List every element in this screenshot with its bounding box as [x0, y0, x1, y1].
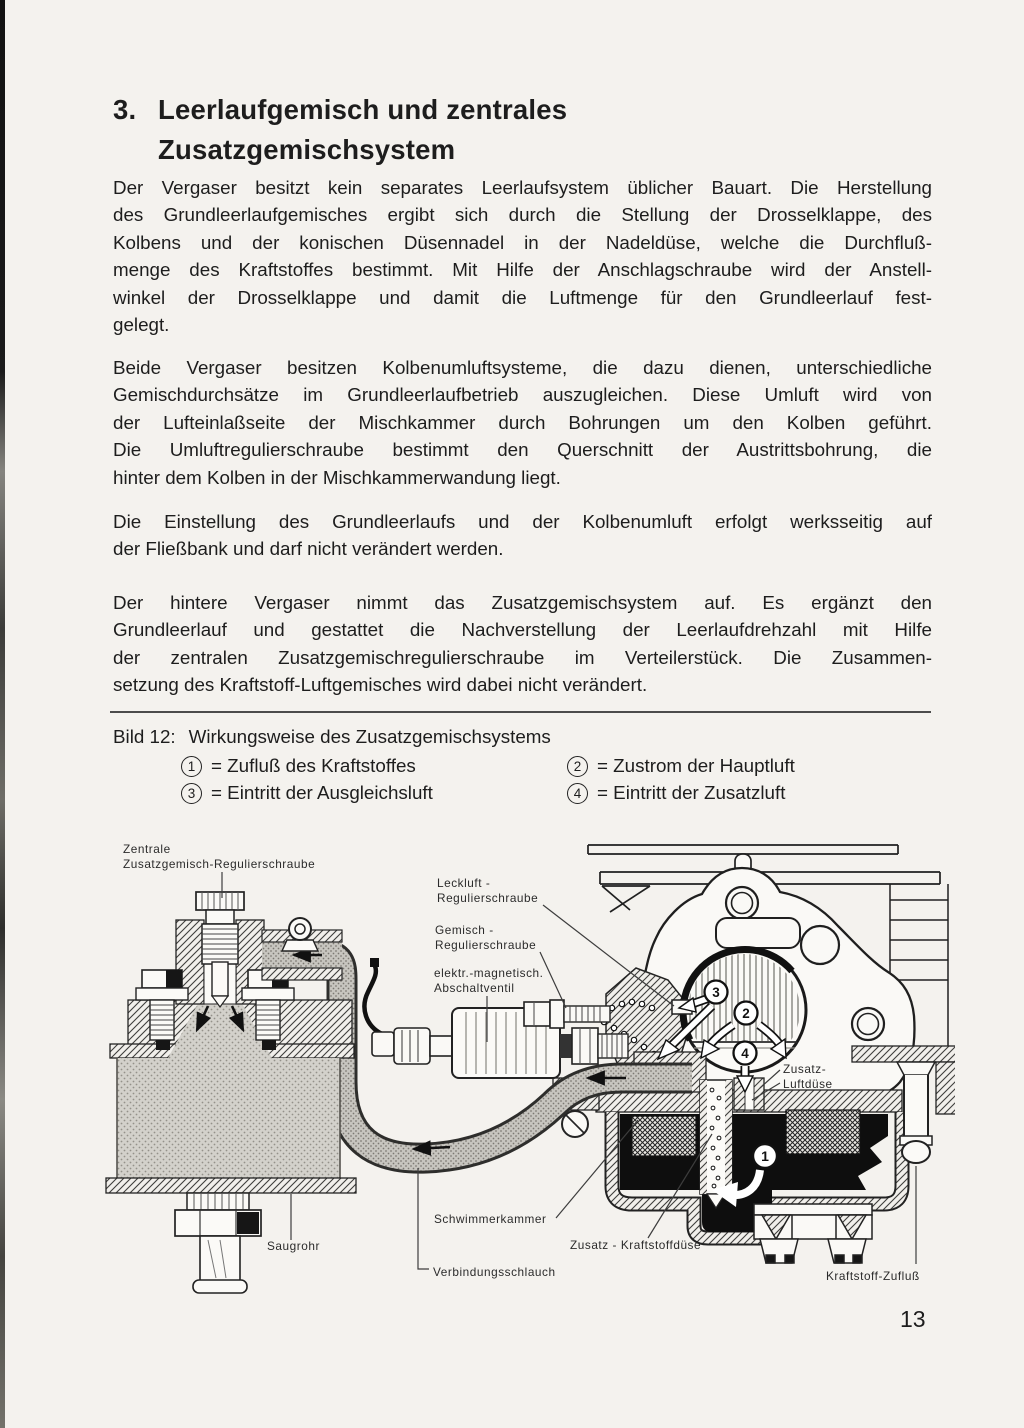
figure-caption-label: Bild 12:	[113, 726, 176, 747]
text-line: des Grundleerlaufgemisches ergibt sich durch die Stellung der Drosselklappe, des	[113, 204, 932, 226]
svg-text:1: 1	[761, 1148, 769, 1164]
legend-number-1: 1	[181, 756, 202, 777]
text-line: hinter dem Kolben in der Mischkammerwandung liegt.	[113, 466, 561, 488]
legend-number-3: 3	[181, 783, 202, 804]
svg-text:4: 4	[741, 1046, 749, 1061]
page-number: 13	[900, 1306, 926, 1332]
paragraph	[113, 174, 932, 338]
text-line: der Fließbank und darf nicht verändert werden.	[113, 538, 504, 560]
manifold-fitting	[175, 1193, 261, 1293]
svg-text:Luftdüse: Luftdüse	[783, 1077, 833, 1091]
heading-title-line2: Zusatzgemischsystem	[158, 134, 456, 165]
chamber-bottom-plug	[754, 1204, 872, 1263]
legend-text-2: = Zustrom der Hauptluft	[597, 755, 795, 776]
legend-number-2: 2	[567, 756, 588, 777]
legend-item-2	[567, 754, 795, 778]
text-line: gelegt.	[113, 314, 170, 336]
text-line: menge des Kraftstoffes bestimmt. Mit Hilfe der Anschlagschraube wird der Anstell-	[113, 259, 932, 281]
paragraph	[113, 589, 932, 699]
paragraph	[113, 354, 932, 491]
label-gemisch: Gemisch -	[435, 923, 494, 937]
figure-caption-text: Wirkungsweise des Zusatzgemischsystems	[188, 726, 551, 747]
text-line: Beide Vergaser besitzen Kolbenumluftsysteme, die dazu dienen, unterschiedliche	[113, 357, 932, 378]
text-line: winkel der Drosselklappe und damit die Luftmenge für den Grundleerlauf fest-	[113, 286, 932, 308]
callout-circle-1	[753, 1144, 777, 1168]
wire-terminal	[372, 1032, 394, 1056]
text-line: Die Umluftregulierschraube bestimmt den Querschnitt der Austrittsbohrung, die	[113, 439, 932, 461]
svg-text:Regulierschraube: Regulierschraube	[435, 938, 537, 952]
svg-text:Abschaltventil: Abschaltventil	[434, 981, 515, 995]
label-verbindungsschlauch: Verbindungsschlauch	[433, 1265, 556, 1279]
distributor-assembly	[106, 892, 356, 1293]
paragraph	[113, 508, 932, 563]
label-zentrale: Zentrale	[123, 842, 171, 856]
heading-title-line1: Leerlaufgemisch und zentrales	[158, 94, 568, 125]
legend-item-3	[181, 781, 433, 805]
text-line: Der hintere Vergaser nimmt das Zusatzgemischsystem auf. Es ergänzt den	[113, 592, 932, 613]
callout-circle-4	[734, 1042, 757, 1065]
flange-slot	[716, 918, 800, 948]
svg-text:Zusatzgemisch-Regulierschraube: Zusatzgemisch-Regulierschraube	[123, 857, 316, 871]
heading-line1	[113, 90, 567, 130]
text-line: der zentralen Zusatzgemischregulierschraube im Verteilerstück. Die Zusammen-	[113, 646, 932, 668]
float-section	[786, 1110, 860, 1154]
legend-item-4	[567, 781, 785, 805]
mixture-screw	[524, 1000, 610, 1028]
svg-text:3: 3	[712, 985, 720, 1000]
text-line: Grundleerlauf und gestattet die Nachverstellung der Leerlaufdrehzahl mit Hilfe	[113, 619, 932, 641]
text-line: setzung des Kraftstoff-Luftgemisches wird dabei nicht verändert.	[113, 674, 648, 696]
section-number: 3.	[113, 94, 137, 125]
label-kraftstoffduese: Zusatz - Kraftstoffdüse	[570, 1238, 702, 1252]
text-line: Gemischdurchsätze im Grundleerlaufbetrieb auszugleichen. Diese Umluft wird von	[113, 384, 932, 406]
valve-wire	[364, 966, 382, 1034]
text-line: Kolbens und der konischen Düsennadel in der Nadeldüse, welche die Durchfluß-	[113, 231, 932, 253]
text-line: der Lufteinlaßseite der Mischkammer durch Bohrungen um den Kolben geführt.	[113, 411, 932, 433]
text-line: Die Einstellung des Grundleerlaufs und der Kolbenumluft erfolgt werksseitig auf	[113, 511, 932, 532]
legend-number-4: 4	[567, 783, 588, 804]
label-leckluft: Leckluft -	[437, 876, 491, 890]
legend-item-1	[181, 754, 416, 778]
callout-circle-2	[735, 1002, 758, 1025]
label-kraftstoff-zufluss: Kraftstoff-Zufluß	[826, 1269, 920, 1283]
section-heading	[113, 90, 567, 170]
text-line: Der Vergaser besitzt kein separates Leerlaufsystem üblicher Bauart. Die Herstellung	[113, 177, 932, 198]
legend-text-3: = Eintritt der Ausgleichsluft	[211, 782, 433, 803]
label-schwimmerkammer: Schwimmerkammer	[434, 1212, 547, 1226]
legend-text-1: = Zufluß des Kraftstoffes	[211, 755, 416, 776]
label-luftduese: Zusatz-	[783, 1062, 827, 1076]
label-ventil: elektr.-magnetisch.	[434, 966, 544, 980]
svg-text:2: 2	[742, 1006, 750, 1021]
float-section	[632, 1116, 696, 1156]
carburetor-diagram	[95, 833, 955, 1303]
section-divider	[110, 711, 931, 713]
callout-circle-3	[705, 981, 728, 1004]
scan-edge-artifact	[0, 0, 5, 1428]
svg-text:Regulierschraube: Regulierschraube	[437, 891, 539, 905]
figure-caption	[113, 726, 551, 748]
legend-text-4: = Eintritt der Zusatzluft	[597, 782, 786, 803]
label-saugrohr: Saugrohr	[267, 1239, 320, 1253]
